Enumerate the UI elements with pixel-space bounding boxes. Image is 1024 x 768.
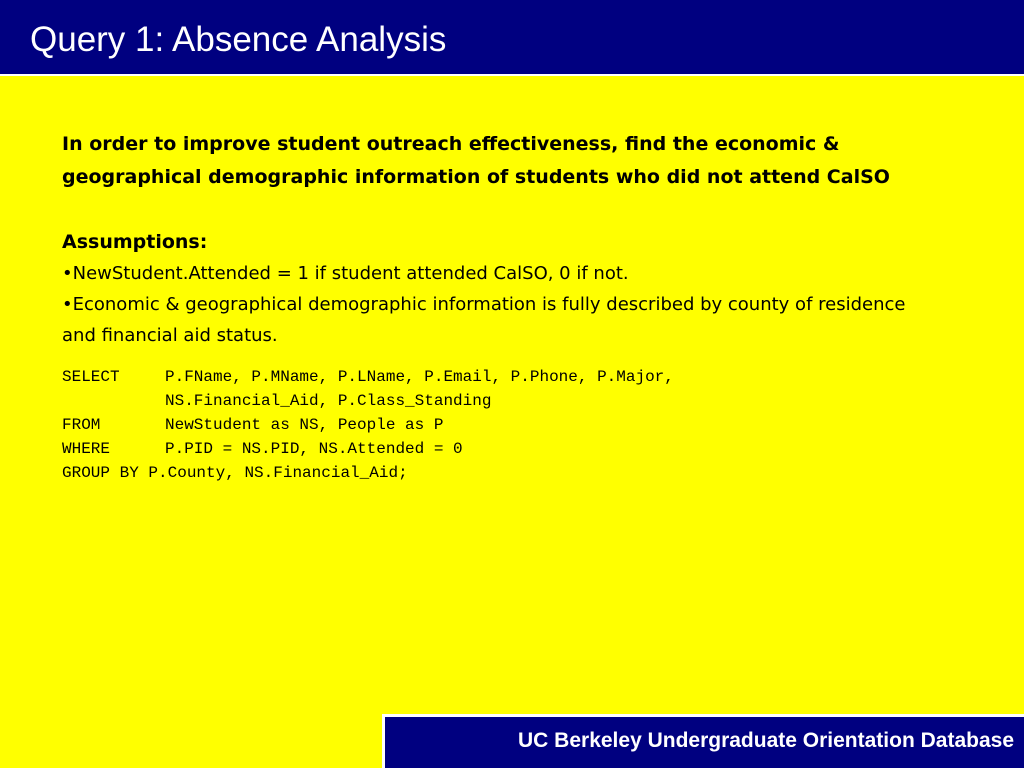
sql-where-row <box>62 437 962 461</box>
sql-from-row <box>62 413 962 437</box>
title-bar <box>0 0 1024 76</box>
sql-groupby-spacer <box>139 461 149 485</box>
sql-from-clause: NewStudent as NS, People as P <box>165 416 444 434</box>
footer-text: UC Berkeley Undergraduate Orientation Database <box>518 729 1014 752</box>
assumption-item: •Economic & geographical demographic information is fully described by county of residence and financial aid status. <box>62 294 906 346</box>
sql-select-columns: P.FName, P.MName, P.LName, P.Email, P.Phone, P.Major, <box>165 368 674 386</box>
sql-keyword-groupby: GROUP BY <box>62 464 139 482</box>
sql-indent <box>62 389 165 413</box>
sql-keyword-select: SELECT <box>62 368 120 386</box>
sql-keyword-from: FROM <box>62 416 101 434</box>
intro-paragraph: In order to improve student outreach effectiveness, find the economic & geographical demographic information of students who did not attend CalSO <box>62 133 890 188</box>
sql-groupby-clause: P.County, NS.Financial_Aid; <box>148 464 408 482</box>
slide-title: Query 1: Absence Analysis <box>30 20 447 59</box>
slide-content <box>62 128 962 485</box>
sql-query-block <box>62 365 962 485</box>
sql-select-row <box>62 365 962 389</box>
sql-select-columns-continued: NS.Financial_Aid, P.Class_Standing <box>165 392 492 410</box>
assumptions-heading: Assumptions: <box>62 231 208 253</box>
sql-groupby-row <box>62 461 962 485</box>
footer-banner <box>382 714 1024 768</box>
sql-select-continuation-row <box>62 389 962 413</box>
sql-where-clause: P.PID = NS.PID, NS.Attended = 0 <box>165 440 463 458</box>
sql-keyword-where: WHERE <box>62 440 111 458</box>
assumption-item: •NewStudent.Attended = 1 if student attended CalSO, 0 if not. <box>62 263 629 284</box>
